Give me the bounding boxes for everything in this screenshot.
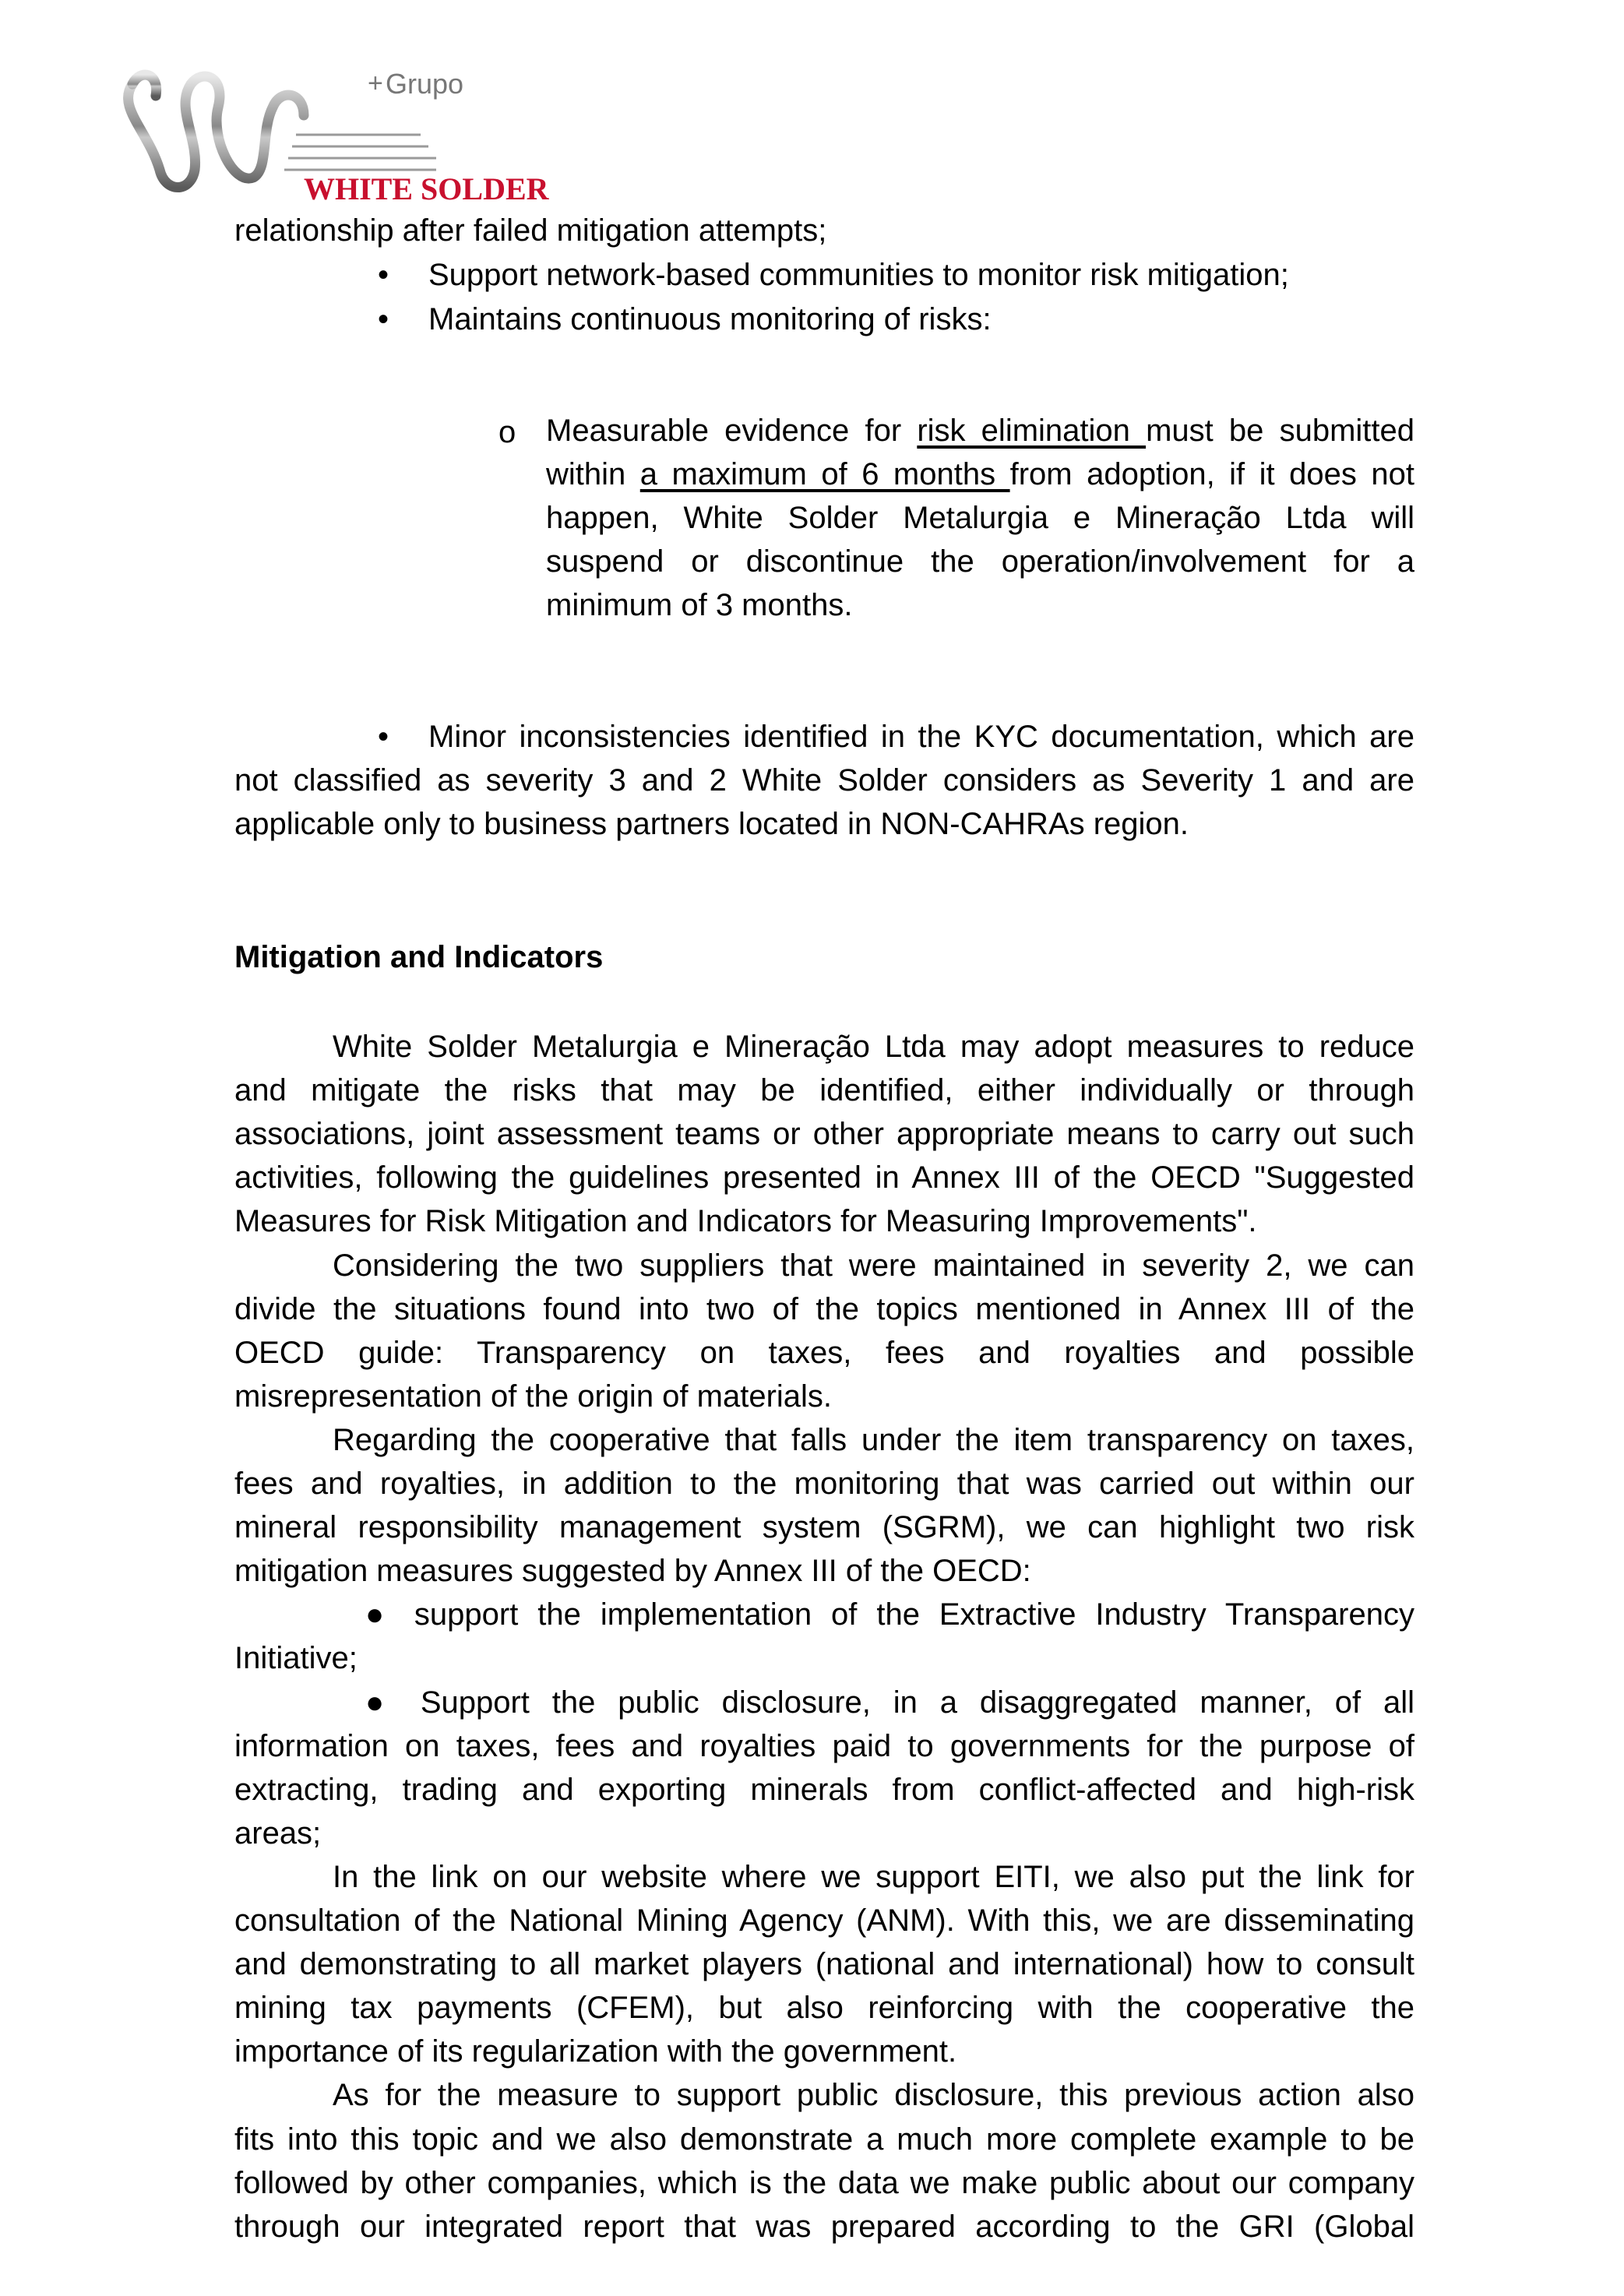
svg-text:+: + xyxy=(368,69,383,98)
body-line: White Solder Metalurgia e Mineração Ltda may adopt measures to reduce xyxy=(333,1030,1414,1064)
sub-bullet-line: within a maximum of 6 months from adoption, if it does not xyxy=(546,457,1414,491)
continuation-line: relationship after failed mitigation attempts; xyxy=(234,213,827,248)
body-line: fees and royalties, in addition to the monitoring that was carried out within our xyxy=(234,1467,1414,1501)
body-line: followed by other companies, which is the data we make public about our company xyxy=(234,2165,1414,2200)
bullet-icon: • xyxy=(378,258,389,292)
sub-bullet-line: suspend or discontinue the operation/involvement for a xyxy=(546,544,1414,579)
body-line: consultation of the National Mining Agency (ANM). With this, we are disseminating xyxy=(234,1903,1414,1938)
body-line: associations, joint assessment teams or other appropriate means to carry out such xyxy=(234,1117,1414,1152)
body-line: activities, following the guidelines presented in Annex III of the OECD "Suggested xyxy=(234,1160,1414,1196)
body-line: ● support the implementation of the Extractive Industry Transparency xyxy=(365,1597,1414,1632)
bullet-text: Maintains continuous monitoring of risks: xyxy=(428,302,992,336)
body-line: and demonstrating to all market players (national and international) how to consult xyxy=(234,1947,1414,1982)
body-line: fits into this topic and we also demonstrate a much more complete example to be xyxy=(234,2122,1414,2157)
body-line: extracting, trading and exporting minerals from conflict-affected and high-risk xyxy=(234,1772,1414,1807)
body-line: areas; xyxy=(234,1815,322,1851)
body-line: mineral responsibility management system (SGRM), we can highlight two risk xyxy=(234,1510,1414,1545)
body-line: importance of its regularization with the government. xyxy=(234,2034,957,2069)
white-solder-logo xyxy=(117,61,549,209)
section-heading: Mitigation and Indicators xyxy=(234,940,604,974)
sub-bullet-marker: o xyxy=(498,415,516,449)
body-line: and mitigate the risks that may be identified, either individually or through xyxy=(234,1073,1414,1108)
bullet-icon: • xyxy=(378,302,389,336)
body-line: Regarding the cooperative that falls under the item transparency on taxes, xyxy=(333,1422,1414,1457)
logo-grupo-text: Grupo xyxy=(386,68,464,100)
body-line: divide the situations found into two of the topics mentioned in Annex III of the xyxy=(234,1291,1414,1326)
sub-bullet-line: minimum of 3 months. xyxy=(546,588,853,622)
body-line: through our integrated report that was prepared according to the GRI (Global xyxy=(234,2209,1414,2244)
body-line: OECD guide: Transparency on taxes, fees and royalties and possible xyxy=(234,1335,1414,1370)
bullet-text: Support network-based communities to monitor risk mitigation; xyxy=(428,258,1289,292)
minor-line: Minor inconsistencies identified in the KYC documentation, which are xyxy=(428,720,1414,754)
minor-line: applicable only to business partners located in NON-CAHRAs region. xyxy=(234,807,1189,841)
body-line: In the link on our website where we support EITI, we also put the link for xyxy=(333,1859,1414,1894)
underlined-text: a maximum of 6 months xyxy=(639,457,1010,491)
body-line: misrepresentation of the origin of materials. xyxy=(234,1379,833,1414)
body-line: Initiative; xyxy=(234,1641,358,1676)
body-line: information on taxes, fees and royalties paid to governments for the purpose of xyxy=(234,1728,1414,1763)
body-line: Measures for Risk Mitigation and Indicators for Measuring Improvements". xyxy=(234,1204,1257,1239)
body-line: ● Support the public disclosure, in a disaggregated manner, of all xyxy=(365,1685,1414,1720)
sub-bullet-line: Measurable evidence for risk elimination must be submitted xyxy=(546,414,1415,448)
logo-brand-text: WHITE SOLDER xyxy=(304,171,549,206)
body-line: mining tax payments (CFEM), but also reinforcing with the cooperative the xyxy=(234,1991,1414,2026)
body-line: mitigation measures suggested by Annex III of the OECD: xyxy=(234,1554,1031,1589)
bullet-icon: • xyxy=(378,720,389,754)
body-line: As for the measure to support public disclosure, this previous action also xyxy=(333,2078,1414,2113)
underlined-text: risk elimination xyxy=(917,414,1147,448)
minor-line: not classified as severity 3 and 2 White Solder considers as Severity 1 and are xyxy=(234,763,1414,798)
sub-bullet-line: happen, White Solder Metalurgia e Mineração Ltda will xyxy=(546,501,1414,535)
body-line: Considering the two suppliers that were maintained in severity 2, we can xyxy=(333,1248,1414,1283)
